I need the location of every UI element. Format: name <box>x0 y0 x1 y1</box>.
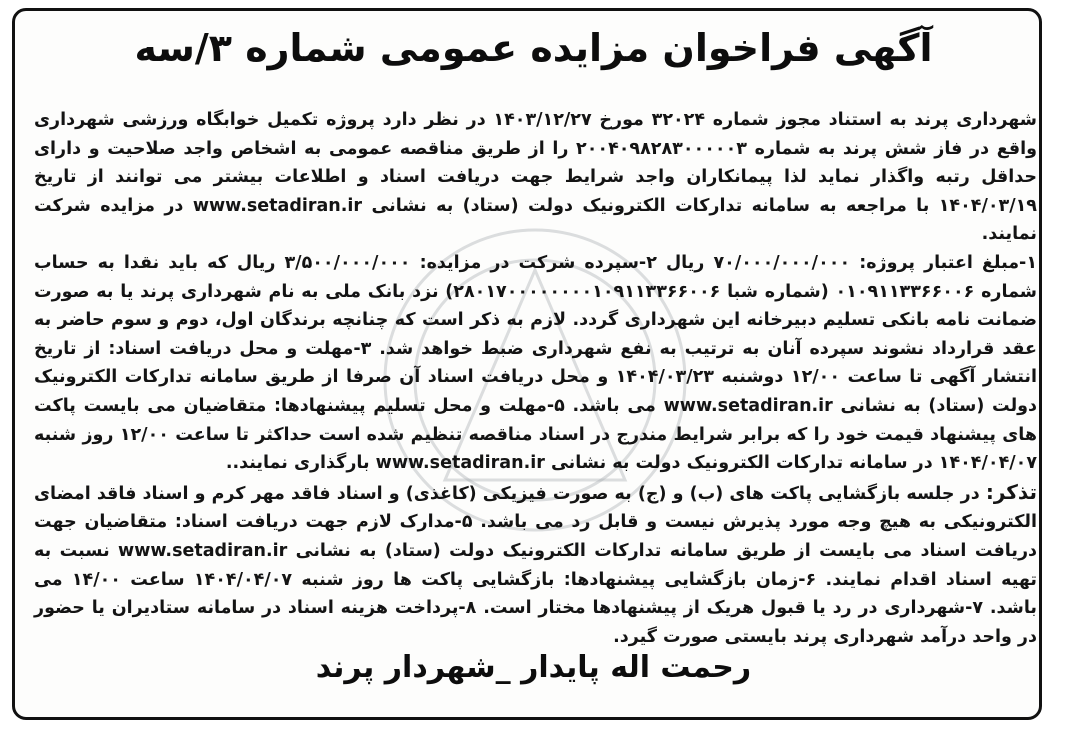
note-text: در جلسه بازگشایی پاکت های (ب) و (ج) به صورت فیزیکی (کاغذی) و اسناد فاقد مهر کرم و اسناد فاقد امضای الکترونیکی به هیچ وجه مورد پذیرش نیست و قابل رد می باشد. ۵-مدارک لازم جهت دریافت اسناد: متقاضیان جهت دریافت اسناد می بایست از طریق سامانه تدارکات الکترونیک دولت (ستاد) به نشانی www.setadiran.ir نسبت به تهیه اسناد اقدام نمایند. ۶-زمان بازگشایی پیشنهادها: بازگشایی پاکت ها روز شنبه ۱۴۰۴/۰۴/۰۷ ساعت ۱۴/۰۰ می باشد. ۷-شهرداری در رد یا قبول هریک از پیشنهادها مختار است. ۸-پرداخت هزینه اسناد در سامانه ستادیران یا حضور در واحد درآمد شهرداری پرند بایستی صورت گیرد. <box>34 483 1037 647</box>
intro-paragraph: شهرداری پرند به استناد مجوز شماره ۳۲۰۲۴ مورخ ۱۴۰۳/۱۲/۲۷ در نظر دارد پروژه تکمیل خوابگاه ورزشی شهرداری واقع در فاز شش پرند به شماره ۲۰۰۴۰۹۸۲۸۳۰۰۰۰۰۳ را از طریق مناقصه عمومی به اشخاص واجد صلاحیت و دارای حداقل رتبه واگذار نماید لذا پیمانکاران واجد شرایط جهت دریافت اسناد و اطلاعات بیشتر می توانند از تاریخ ۱۴۰۴/۰۳/۱۹ با مراجعه به سامانه تدارکات الکترونیک دولت (ستاد) به نشانی www.setadiran.ir در مزایده شرکت نمایند. <box>34 110 1038 245</box>
signature: رحمت اله پایدار _شهردار پرند <box>315 650 752 685</box>
note-paragraph <box>34 478 1037 652</box>
notice-title: آگهی فراخوان مزایده عمومی شماره ۳/سه <box>134 26 933 70</box>
notice-body <box>34 106 1037 651</box>
note-label: تذکر: <box>985 479 1037 504</box>
terms-paragraph: ۱-مبلغ اعتبار پروژه: ۷۰/۰۰۰/۰۰۰/۰۰۰ ریال ۲-سپرده شرکت در مزایده: ۳/۵۰۰/۰۰۰/۰۰۰ ریال که باید نقدا به حساب شماره ۰۱۰۹۱۱۳۳۶۶۰۰۶ (شماره شبا ۲۸۰۱۷۰۰۰۰۰۰۰۰۱۰۹۱۱۳۳۶۶۰۰۶) نزد بانک ملی به نام شهرداری پرند یا به صورت ضمانت نامه بانکی تسلیم دبیرخانه این شهرداری گردد. لازم به ذکر است که چنانچه برندگان اول، دوم و سوم حاضر به عقد قرارداد نشوند سپرده آنان به ترتیب به نفع شهرداری ضبط خواهد شد. ۳-مهلت و محل دریافت اسناد: از تاریخ انتشار آگهی تا ساعت ۱۲/۰۰ دوشنبه ۱۴۰۴/۰۳/۲۳ و محل دریافت اسناد آن صرفا از طریق سامانه تدارکات الکترونیک دولت (ستاد) به نشانی www.setadiran.ir می باشد. ۵-مهلت و محل تسلیم پیشنهادها: متقاضیان می بایست پاکت های پیشنهاد قیمت خود را که برابر شرایط مندرج در اسناد مناقصه تنظیم شده است حداکثر تا ساعت ۱۲/۰۰ روز شنبه ۱۴۰۴/۰۴/۰۷ در سامانه تدارکات الکترونیک دولت به نشانی www.setadiran.ir بارگذاری نمایند.. <box>34 252 1038 474</box>
